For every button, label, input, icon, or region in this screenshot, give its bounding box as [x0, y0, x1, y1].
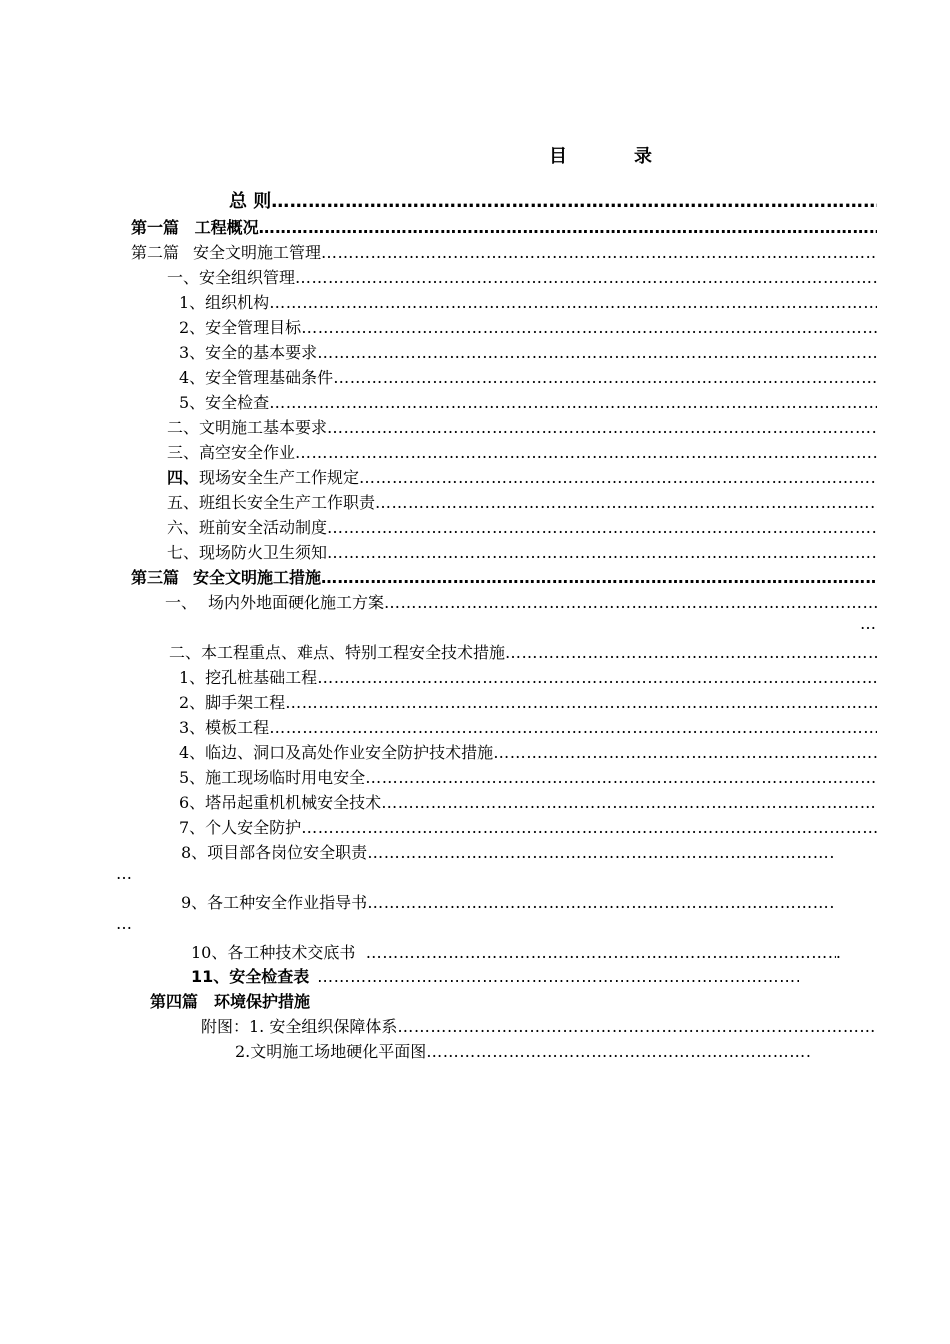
toc-entry-general[interactable]	[229, 188, 877, 213]
toc-entry-label: 三、高空安全作业	[167, 443, 296, 462]
leader-dots	[301, 817, 877, 839]
toc-entry-label: 7、个人安全防护	[179, 818, 302, 837]
toc-entry-appendix-1[interactable]	[201, 1013, 877, 1038]
toc-entry-label: 二、文明施工基本要求	[167, 418, 328, 437]
toc-entry-2-1-4[interactable]	[179, 364, 877, 389]
part-number: 第三篇	[131, 568, 180, 587]
leader-dots	[321, 242, 877, 264]
toc-entry-part2[interactable]	[131, 239, 877, 264]
toc-entry-3-2-5[interactable]	[179, 764, 877, 789]
toc-entry-3-2-11[interactable]	[191, 963, 799, 988]
leader-dots	[367, 842, 836, 864]
leader-dots	[333, 367, 877, 389]
toc-entry-label: 二、本工程重点、难点、特别工程安全技术措施	[169, 643, 506, 662]
leader-dots	[321, 567, 877, 589]
wrapped-leader-dots: …	[116, 914, 133, 933]
leader-dots	[505, 642, 877, 664]
toc-entry-2-7[interactable]	[167, 539, 877, 564]
wrapped-leader-dots: …	[116, 864, 133, 883]
leader-dots	[384, 592, 877, 614]
toc-entry-3-2-9[interactable]	[181, 889, 836, 914]
toc-entry-label: 4、临边、洞口及高处作业安全防护技术措施	[179, 743, 494, 762]
toc-entry-2-4[interactable]	[167, 464, 877, 489]
leader-dots	[317, 342, 877, 364]
leader-dots	[381, 792, 877, 814]
leader-dots	[259, 217, 877, 239]
toc-entry-label: 五、班组长安全生产工作职责	[167, 493, 376, 512]
part-number: 第二篇	[131, 243, 180, 262]
toc-entry-3-2-8[interactable]	[181, 839, 836, 864]
toc-entry-3-1[interactable]	[165, 589, 877, 614]
toc-entry-3-2-1[interactable]	[179, 664, 877, 689]
toc-entry-3-2-10[interactable]	[191, 939, 841, 964]
toc-entry-3-2-4[interactable]	[179, 739, 877, 764]
toc-entry-2-1[interactable]	[167, 264, 877, 289]
toc-entry-2-3[interactable]	[167, 439, 877, 464]
leader-dots	[295, 442, 877, 464]
leader-dots	[269, 292, 877, 314]
part-name: 工程概况	[194, 218, 259, 237]
toc-entry-label: 2、脚手架工程	[179, 693, 286, 712]
toc-entry-label: 8、项目部各岗位安全职责	[181, 843, 368, 862]
toc-entry-label: 5、施工现场临时用电安全	[179, 768, 366, 787]
part-number: 第一篇	[131, 218, 180, 237]
toc-entry-label: 1、挖孔桩基础工程	[179, 668, 318, 687]
leader-dots	[301, 317, 877, 339]
part-name: 环境保护措施	[214, 992, 311, 1011]
toc-entry-label: 11、安全检查表	[191, 967, 310, 986]
leader-dots	[285, 692, 877, 714]
wrapped-leader-dots: …	[860, 614, 877, 633]
leader-dots	[327, 417, 877, 439]
leader-dots	[271, 191, 877, 213]
leader-dots	[493, 742, 877, 764]
toc-entry-2-6[interactable]	[167, 514, 877, 539]
toc-entry-label: 10、各工种技术交底书	[191, 943, 356, 962]
toc-entry-label: 一、安全组织管理	[167, 268, 296, 287]
leader-dots	[295, 267, 877, 289]
toc-entry-2-5[interactable]	[167, 489, 877, 514]
leader-dots	[317, 966, 799, 988]
toc-entry-2-2[interactable]	[167, 414, 877, 439]
leader-dots	[269, 392, 877, 414]
leader-dots	[397, 1016, 877, 1038]
toc-entry-label: 6、塔吊起重机机械安全技术	[179, 793, 382, 812]
toc-entry-label: 六、班前安全活动制度	[167, 518, 328, 537]
toc-entry-3-2-3[interactable]	[179, 714, 877, 739]
toc-entry-label: 5、安全检查	[179, 393, 270, 412]
toc-entry-2-1-3[interactable]	[179, 339, 877, 364]
part-name: 安全文明施工措施	[192, 568, 321, 587]
toc-entry-label: 场内外地面硬化施工方案	[207, 593, 384, 612]
leader-dots	[359, 467, 877, 489]
toc-entry-label: 2.文明施工场地硬化平面图	[235, 1042, 427, 1061]
leader-dots	[375, 492, 877, 514]
toc-entry-part4[interactable]	[150, 988, 877, 1013]
toc-entry-label: 4、安全管理基础条件	[179, 368, 334, 387]
leader-dots	[367, 892, 836, 914]
toc-entry-2-1-2[interactable]	[179, 314, 877, 339]
toc-entry-label: 现场安全生产工作规定	[199, 468, 360, 487]
toc-entry-label: 1、组织机构	[179, 293, 270, 312]
toc-entry-part3[interactable]	[131, 564, 877, 589]
leader-dots	[327, 517, 877, 539]
toc-entry-label: 9、各工种安全作业指导书	[181, 893, 368, 912]
toc-entry-label: 3、安全的基本要求	[179, 343, 318, 362]
toc-title-char-1: 目	[549, 146, 567, 167]
leader-dots	[426, 1041, 810, 1063]
toc-entry-label: 3、模板工程	[179, 718, 270, 737]
toc-entry-3-2-6[interactable]	[179, 789, 877, 814]
leader-dots	[269, 717, 877, 739]
section-number: 四、	[167, 468, 200, 487]
toc-entry-3-2-2[interactable]	[179, 689, 877, 714]
toc-entry-label: 七、现场防火卫生须知	[167, 543, 328, 562]
toc-title-char-2: 录	[634, 146, 652, 167]
part-number: 第四篇	[150, 992, 199, 1011]
leader-dots	[365, 767, 877, 789]
toc-entry-label: 附图：1. 安全组织保障体系	[201, 1017, 398, 1036]
toc-entry-part1[interactable]	[131, 214, 877, 239]
toc-entry-3-2-7[interactable]	[179, 814, 877, 839]
toc-entry-label: 2、安全管理目标	[179, 318, 302, 337]
toc-entry-2-1-1[interactable]	[179, 289, 877, 314]
leader-end-dot: .	[835, 943, 841, 962]
toc-entry-label: 总 则	[229, 191, 272, 212]
section-number: 一、	[165, 593, 198, 612]
part-name: 安全文明施工管理	[192, 243, 321, 262]
toc-entry-2-1-5[interactable]	[179, 389, 877, 414]
leader-dots	[317, 667, 877, 689]
toc-entry-appendix-2[interactable]	[235, 1038, 810, 1063]
toc-entry-3-2[interactable]	[169, 639, 877, 664]
leader-dots	[366, 942, 836, 964]
leader-dots	[327, 542, 877, 564]
toc-title	[0, 142, 950, 166]
